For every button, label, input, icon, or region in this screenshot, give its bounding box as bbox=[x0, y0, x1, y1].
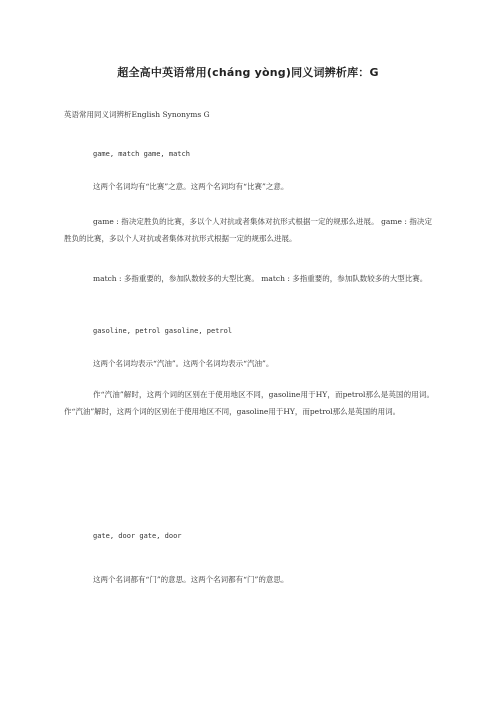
section-heading-gate-door: gate, door gate, door bbox=[93, 532, 182, 540]
entry-game-definition: game : 指决定胜负的比赛，多以个人对抗或者集体对抗形式根据一定的规那么进展。 game : 指决定胜负的比赛，多以个人对抗或者集体对抗形式根据一定的规那么进展。 bbox=[64, 217, 432, 243]
entry-match-definition: match : 多指重要的，参加队数较多的大型比赛。 match : 多指重要的，参加队数较多的大型比赛。 bbox=[93, 274, 428, 283]
document-subtitle: 英语常用同义词辨析English Synonyms G bbox=[64, 110, 210, 119]
section-intro-game-match: 这两个名词均有“比赛”之意。这两个名词均有“比赛”之意。 bbox=[93, 182, 289, 191]
section-intro-gasoline-petrol: 这两个名词均表示“汽油”。这两个名词均表示“汽油”。 bbox=[93, 359, 274, 368]
document-title: 超全高中英语常用(cháng yòng)同义词辨析库：G bbox=[117, 66, 379, 79]
section-intro-gate-door: 这两个名词都有“门”的意思。这两个名词都有“门”的意思。 bbox=[93, 575, 289, 584]
section-heading-gasoline-petrol: gasoline, petrol gasoline, petrol bbox=[93, 327, 233, 335]
section-heading-game-match: game, match game, match bbox=[93, 150, 190, 158]
entry-gasoline-petrol-usage: 作“汽油”解时，这两个词的区别在于使用地区不同，gasoline用于HY，而petrol那么是英国的用词。作“汽油”解时，这两个词的区别在于使用地区不同，gasoline用于HY，而petrol那么是英国的用词。 bbox=[64, 390, 434, 416]
